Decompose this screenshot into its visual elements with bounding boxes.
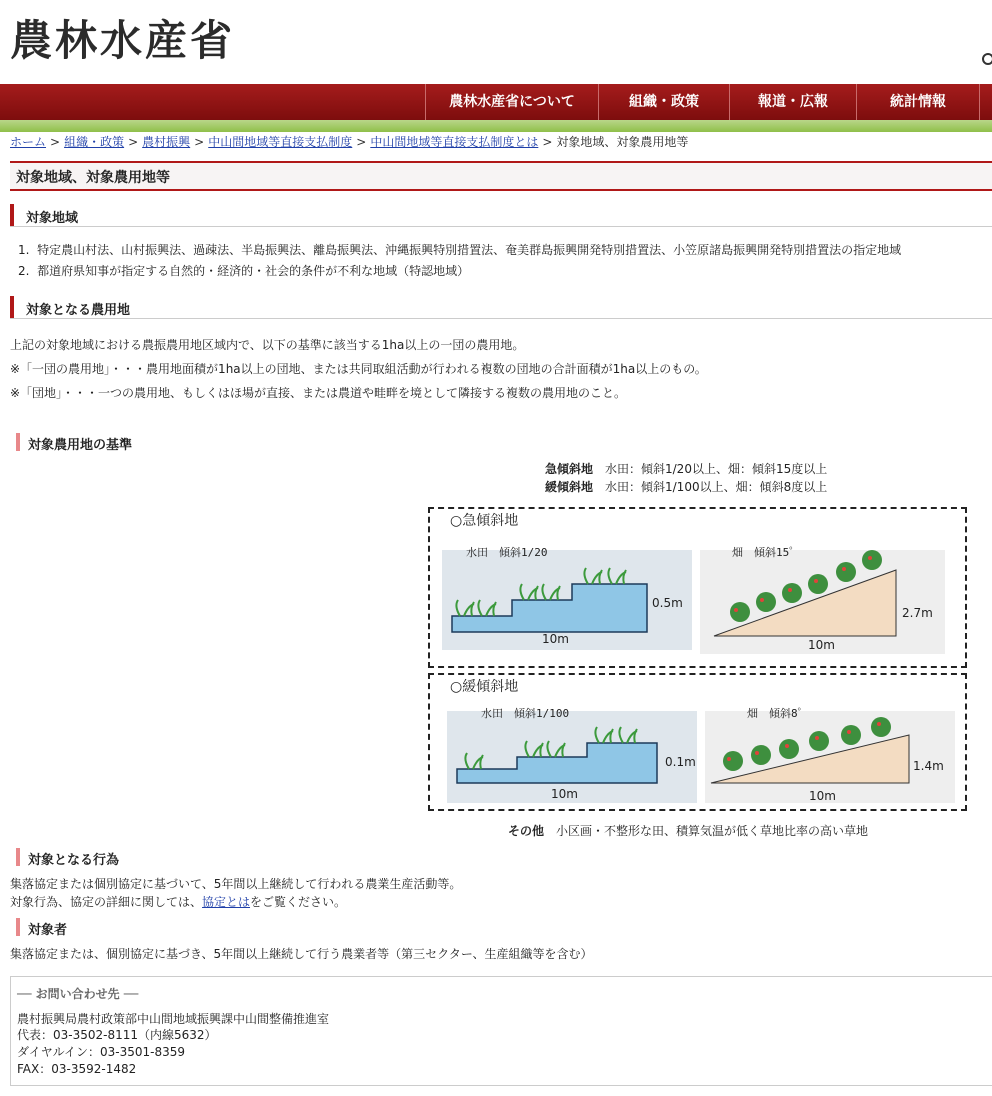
main-nav — [0, 84, 992, 120]
nav-item-statistics[interactable]: 統計情報 — [856, 84, 980, 120]
steep-slope-title: ○急傾斜地 — [450, 513, 519, 529]
farmland-desc: 上記の対象地域における農振農用地区域内で、以下の基準に該当する1ha以上の一団の農用地。 — [10, 338, 525, 352]
list-item: 1. 特定農山村法、山村振興法、過疎法、半島振興法、離島振興法、沖縄振興特別措置法、奄美群島振興開発特別措置法、小笠原諸島振興開発特別措置法の指定地域 — [18, 243, 902, 257]
activity-desc: 集落協定または個別協定に基づいて、5年間以上継続して行われる農業生産活動等。 — [10, 877, 462, 891]
gentle-slope-box — [428, 673, 967, 811]
nav-item-policy[interactable]: 組織・政策 — [598, 84, 729, 120]
steep-slope-box — [428, 507, 967, 668]
criteria-other: その他 小区画・不整形な田、積算気温が低く草地比率の高い草地 — [507, 824, 869, 838]
list-item: 2. 都道府県知事が指定する自然的・経済的・社会的条件が不利な地域（特認地域） — [18, 264, 470, 278]
nav-item-about[interactable]: 農林水産省について — [425, 84, 598, 120]
breadcrumb-policy[interactable]: 組織・政策 — [64, 135, 125, 149]
criteria-gentle: 緩傾斜地 水田：傾斜1/100以上、畑：傾斜8度以上 — [544, 480, 828, 494]
site-logo[interactable]: 農林水産省 — [10, 16, 236, 65]
breadcrumb-payment[interactable]: 中山間地域等直接支払制度 — [208, 135, 353, 149]
green-band — [0, 120, 992, 132]
contact-title: ── お問い合わせ先 ── — [17, 987, 139, 1001]
heading-target-farmland: 対象となる農用地 — [10, 296, 992, 319]
breadcrumb-rural[interactable]: 農村振興 — [142, 135, 191, 149]
breadcrumb-home[interactable]: ホーム — [10, 135, 47, 149]
breadcrumb: ホーム > 組織・政策 > 農村振興 > 中山間地域等直接支払制度 > 中山間地域等直接支払制度とは > 対象地域、対象農用地等 — [10, 135, 689, 149]
gentle-paddy-diagram: 水田 傾斜1/100 0.1m 10m — [447, 711, 697, 803]
farmland-note-2: ※「団地」・・・一つの農用地、もしくはほ場が直接、または農道や畦畔を境として隣接する複数の農用地のこと。 — [10, 386, 627, 400]
page-title: 対象地域、対象農用地等 — [10, 161, 992, 191]
contact-fax: FAX：03-3592-1482 — [17, 1062, 137, 1076]
agreement-link[interactable]: 協定とは — [202, 895, 251, 909]
heading-target-area: 対象地域 — [10, 204, 992, 227]
target-person-desc: 集落協定または、個別協定に基づき、5年間以上継続して行う農業者等（第三セクター、生産組織等を含む） — [10, 947, 593, 961]
contact-direct-phone: ダイヤルイン：03-3501-8359 — [17, 1045, 186, 1059]
steep-paddy-diagram: 水田 傾斜1/20 0.5m 10m — [442, 550, 692, 650]
search-icon[interactable] — [982, 53, 992, 65]
contact-dept: 農村振興局農村政策部中山間地域振興課中山間整備推進室 — [17, 1012, 330, 1026]
criteria-steep: 急傾斜地 水田：傾斜1/20以上、畑：傾斜15度以上 — [544, 462, 828, 476]
breadcrumb-current: 対象地域、対象農用地等 — [556, 135, 689, 149]
target-area-list — [18, 240, 901, 282]
gentle-field-diagram: 畑 傾斜8゜ 1.4m 10m — [705, 711, 955, 803]
activity-detail: 対象行為、協定の詳細に関しては、協定とはをご覧ください。 — [10, 895, 347, 909]
nav-item-press[interactable]: 報道・広報 — [729, 84, 856, 120]
breadcrumb-about-payment[interactable]: 中山間地域等直接支払制度とは — [370, 135, 539, 149]
steep-field-diagram: 畑 傾斜15゜ 2.7m 10m — [700, 550, 945, 654]
gentle-slope-title: ○緩傾斜地 — [450, 679, 519, 695]
contact-box — [10, 976, 992, 1086]
farmland-note-1: ※「一団の農用地」・・・農用地面積が1ha以上の団地、または共同取組活動が行われる複数の団地の合計面積が1ha以上のもの。 — [10, 362, 707, 376]
contact-main-phone: 代表：03-3502-8111（内線5632） — [17, 1028, 217, 1042]
